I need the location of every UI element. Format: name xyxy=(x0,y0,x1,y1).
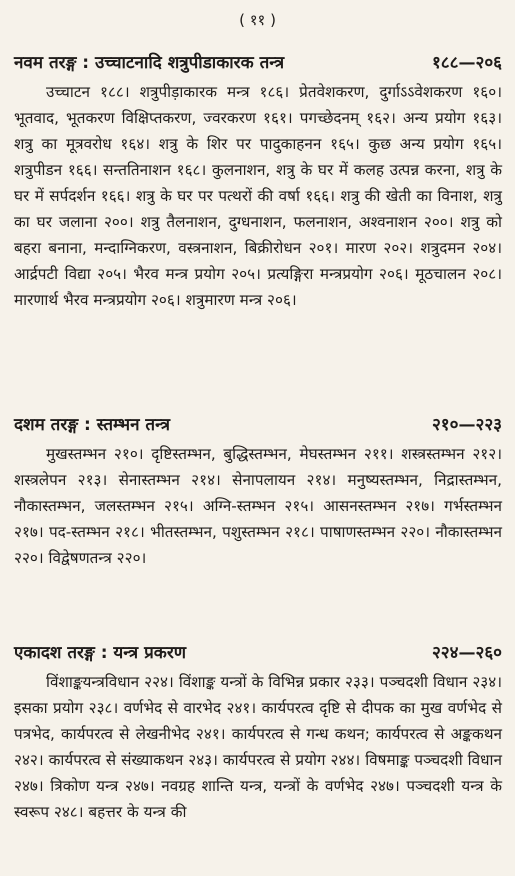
section-heading xyxy=(14,412,502,435)
section-eleventh-wave xyxy=(14,640,502,825)
section-tenth-wave xyxy=(14,412,502,571)
section-page-range: २२४—२६० xyxy=(431,643,502,663)
section-contents: विंशाङ्कयन्त्रविधान २२४। विंशाङ्क यन्त्रों के विभिन्न प्रकार २३३। पञ्चदशी विधान २३४। इसका प्रयोग २३८। वर्णभेद से वारभेद २४१। कार्यपरत्व दृष्टि से दीपक का मुख वर्णभेद से पत्रभेद, कार्यपरत्व से लेखनीभेद २४१। कार्यपरत्व से गन्ध कथन; कार्यपरत्व से अङ्ककथन २४२। कार्यपरत्व से संख्याकथन २४३। कार्यपरत्व से प्रयोग २४४। विषमाङ्क पञ्चदशी विधान २४७। त्रिकोण यन्त्र २४७। नवग्रह शान्ति यन्त्र, यन्त्रों के वर्णभेद २४७। पञ्चदशी यन्त्र के स्वरूप २४८। बहत्तर के यन्त्र की xyxy=(14,673,502,821)
section-contents: मुखस्तम्भन २१०। दृष्टिस्तम्भन, बुद्धिस्तम्भन, मेघस्तम्भन २११। शस्त्रस्तम्भन २१२। शस्त्रलेपन २१३। सेनास्तम्भन २१४। सेनापलायन २१४। मनुष्यस्तम्भन, निद्रास्तम्भन, नौकास्तम्भन, जलस्तम्भन २१५। अग्नि-स्तम्भन २१५। आसनस्तम्भन २१७। गर्भस्तम्भन २१७। पद-स्तम्भन २१८। भीतस्तम्भन, पशुस्तम्भन २१८। पाषाणस्तम्भन २२०। नौकास्तम्भन २२०। विद्वेषणतन्त्र २२०। xyxy=(14,445,502,567)
section-heading xyxy=(14,50,502,73)
section-title: नवम तरङ्ग : उच्चाटनादि शत्रुपीडाकारक तन्त्र xyxy=(14,53,285,73)
section-title: दशम तरङ्ग : स्तम्भन तन्त्र xyxy=(14,415,171,435)
section-page-range: २१०—२२३ xyxy=(431,415,502,435)
section-page-range: १८८—२०६ xyxy=(431,53,502,73)
section-heading xyxy=(14,640,502,663)
page-number: ( ११ ) xyxy=(239,11,276,29)
section-title: एकादश तरङ्ग : यन्त्र प्रकरण xyxy=(14,643,187,663)
section-contents: उच्चाटन १८८। शत्रुपीड़ाकारक मन्त्र १८६। प्रेतवेशकरण, दुर्गाऽऽवेशकरण १६०। भूतवाद, भूतकरण विक्षिप्तकरण, ज्वरकरण १६१। पगच्छेदनम् १६२। अन्य प्रयोग १६३। शत्रु का मूत्रवरोध १६४। शत्रु के शिर पर पादुकाहनन १६५। कुछ अन्य प्रयोग १६५। शत्रुपीडन १६६। सन्ततिनाशन १६८। कुलनाशन, शत्रु के घर में कलह उत्पन्न करना, शत्रु के घर में सर्पदर्शन १६६। शत्रु के घर पर पत्थरों की वर्षा १६६। शत्रु की खेती का विनाश, शत्रु का घर जलाना २००। शत्रु तैलनाशन, दुग्धनाशन, फलनाशन, अश्वनाशन २००। शत्रु को बहरा बनाना, मन्दाग्निकरण, वस्त्रनाशन, बिक्रीरोधन २०१। मारण २०२। शत्रुदमन २०४। आर्द्रपटी विद्या २०५। भैरव मन्त्र प्रयोग २०५। प्रत्यङ्गिरा मन्त्रप्रयोग २०६। मूठचालन २०८। मारणार्थ भैरव मन्त्रप्रयोग २०६। शत्रुमारण मन्त्र २०६। xyxy=(14,83,502,309)
section-ninth-wave xyxy=(14,50,502,313)
